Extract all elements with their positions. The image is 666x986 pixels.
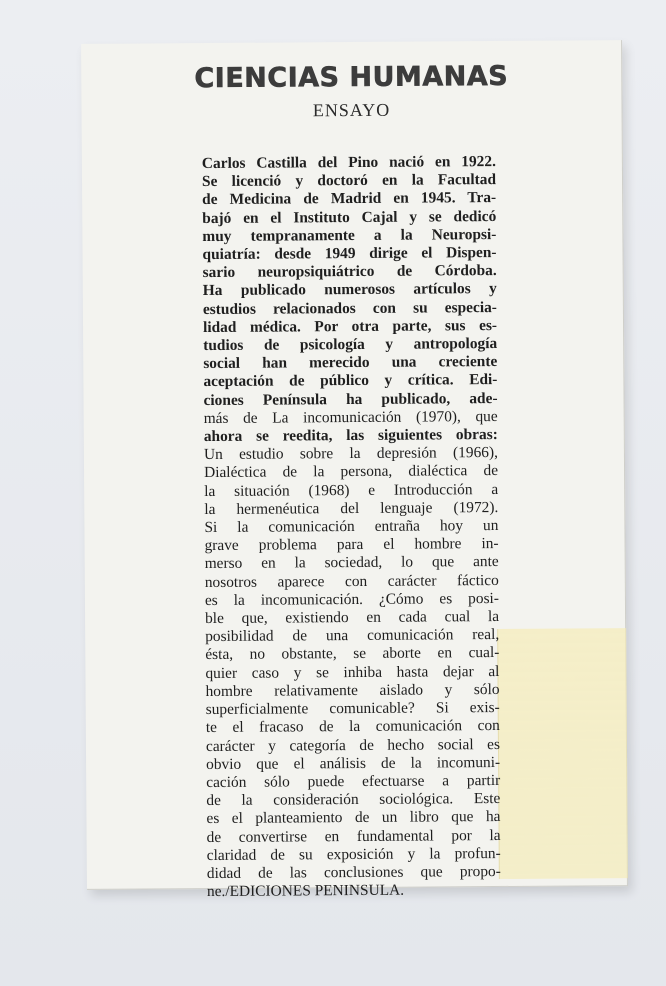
series-subtitle: ENSAYO [312, 99, 391, 121]
blurb-line: carácter y categoría de hecho social es [205, 735, 501, 755]
blurb-line: ble que, existiendo en cada cual la [205, 608, 500, 628]
blurb-line: quier caso y se inhiba hasta dejar al [205, 662, 500, 682]
blurb-line: Dialéctica de la persona, dialéctica de [203, 462, 499, 482]
blurb-line: estudios relacionados con su especia- [202, 298, 497, 318]
blurb-line: Se licenció y doctoró en la Facultad [201, 171, 497, 191]
yellowed-label-residue [497, 628, 628, 879]
blurb-line: de Medicina de Madrid en 1945. Tra- [202, 189, 497, 209]
blurb-line: es el planteamiento de un libro que ha [206, 808, 501, 828]
blurb-line: superficialmente comunicable? Si exis- [205, 699, 500, 719]
blurb-text [202, 153, 501, 901]
blurb-line: Si la comunicación entraña hoy un [204, 517, 499, 537]
blurb-line: más de La incomunicación (1970), que [203, 407, 498, 427]
blurb-line: ciones Península ha publicado, ade- [203, 389, 498, 409]
blurb-line: es la incomunicación. ¿Cómo es posi- [204, 589, 499, 609]
blurb-line: bajó en el Instituto Cajal y se dedicó [202, 207, 497, 227]
blurb-line: de convertirse en fundamental por la [206, 826, 501, 846]
book-back-cover [81, 40, 628, 901]
blurb-line: nosotros aparece con carácter fáctico [204, 571, 499, 591]
blurb-line: Carlos Castilla del Pino nació en 1922. [201, 153, 496, 173]
blurb-line: muy tempranamente a la Neuropsi- [202, 225, 497, 245]
blurb-line: lidad médica. Por otra parte, sus es- [202, 316, 498, 336]
blurb-line: Un estudio sobre la depresión (1966), [203, 444, 498, 464]
blurb-line: la hermenéutica del lenguaje (1972). [204, 498, 499, 518]
blurb-line: la situación (1968) e Introducción a [204, 480, 499, 500]
blurb-line: grave problema para el hombre in- [204, 535, 499, 555]
blurb-line: social han merecido una creciente [203, 353, 498, 373]
blurb-line: posibilidad de una comunicación real, [205, 626, 500, 646]
blurb-line: sario neuropsiquiátrico de Córdoba. [202, 262, 497, 282]
series-title: CIENCIAS HUMANAS [194, 60, 509, 95]
blurb-line: merso en la sociedad, lo que ante [204, 553, 499, 573]
blurb-line: aceptación de público y crítica. Edi- [203, 371, 498, 391]
blurb-line: de la consideración sociológica. Este [206, 790, 501, 810]
blurb-line: obvio que el análisis de la incomuni- [206, 753, 501, 773]
blurb-line: ahora se reedita, las siguientes obras: [203, 426, 498, 446]
blurb-line: Ha publicado numerosos artículos y [202, 280, 497, 300]
blurb-line: te el fracaso de la comunicación con [205, 717, 500, 737]
blurb-line: hombre relativamente aislado y sólo [205, 680, 500, 700]
blurb-line: ésta, no obstante, se aborte en cual- [205, 644, 500, 664]
blurb-line: claridad de su exposición y la profun- [206, 844, 501, 864]
blurb-line: cación sólo puede efectuarse a partir [206, 771, 501, 791]
blurb-line: quiatría: desde 1949 dirige el Dispen- [202, 244, 497, 264]
blurb-line: tudios de psicología y antropología [203, 335, 498, 355]
blurb-line: ne./EDICIONES PENINSULA. [206, 881, 405, 901]
blurb-line: didad de las conclusiones que propo- [206, 862, 501, 882]
